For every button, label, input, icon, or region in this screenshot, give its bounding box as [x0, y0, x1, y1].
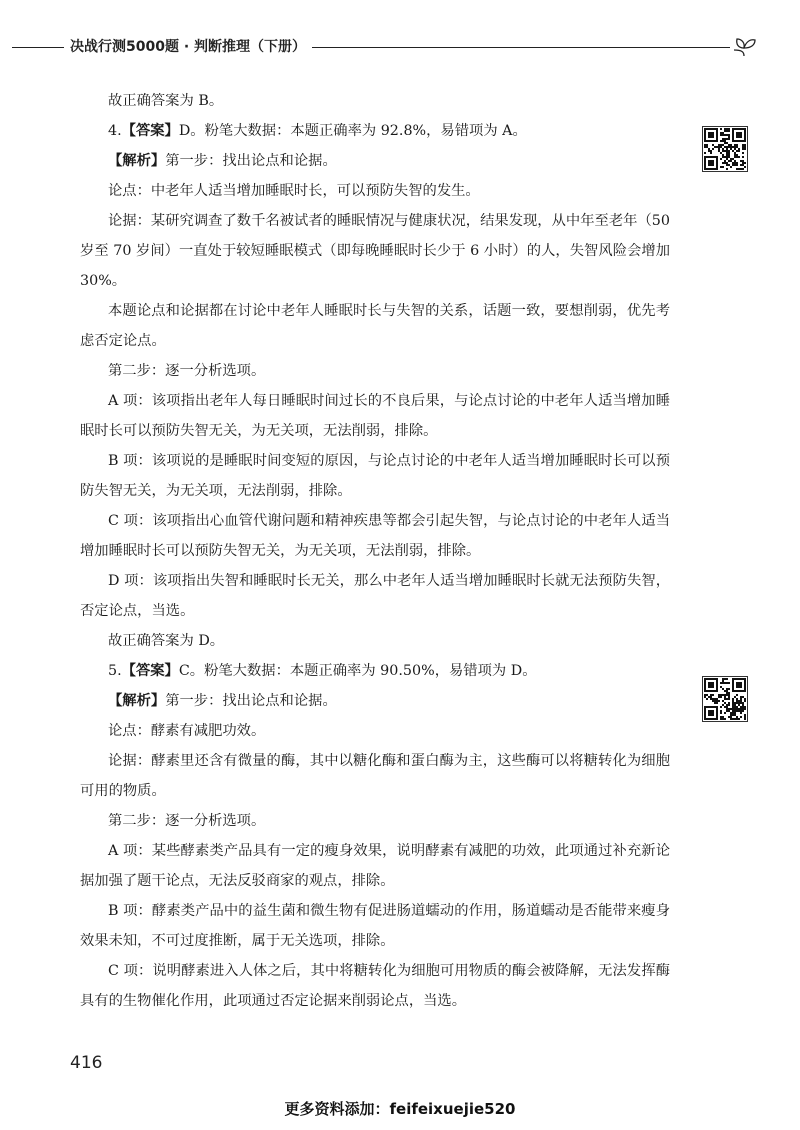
paragraph: 故正确答案为 D。: [108, 633, 225, 649]
qr-code-question-5[interactable]: [702, 676, 748, 722]
answer-tag: 【答案】: [121, 663, 179, 679]
answer-tag: 【答案】: [121, 123, 179, 139]
paragraph: 论据：酵素里还含有微量的酶，其中以糖化酶和蛋白酶为主，这些酶可以将糖转化为细胞可用的物质。: [80, 753, 670, 799]
page-number: 416: [70, 1053, 103, 1073]
analysis-tag: 【解析】: [108, 693, 166, 709]
header-rule-left: [12, 47, 64, 48]
footer-note: 更多资料添加：feifeixuejie520: [284, 1100, 516, 1118]
option-b-paragraph: B 项：酵素类产品中的益生菌和微生物有促进肠道蠕动的作用，肠道蠕动是否能带来瘦身效果未知，不可过度推断，属于无关选项，排除。: [80, 903, 670, 949]
answer-5-paragraph: 5.【答案】C。粉笔大数据：本题正确率为 90.50%，易错项为 D。: [108, 663, 537, 679]
qr-code-icon: [703, 677, 747, 721]
option-c-paragraph: C 项：该项指出心血管代谢问题和精神疾患等都会引起失智，与论点讨论的中老年人适当增加睡眠时长可以预防失智无关，为无关项，无法削弱，排除。: [80, 513, 670, 559]
paragraph: 第二步：逐一分析选项。: [108, 813, 266, 829]
option-b-paragraph: B 项：该项说的是睡眠时间变短的原因，与论点讨论的中老年人适当增加睡眠时长可以预防失智无关，为无关项，无法削弱，排除。: [80, 453, 670, 499]
analysis-5-paragraph: 【解析】第一步：找出论点和论据。: [108, 693, 337, 709]
paragraph: 论点：中老年人适当增加睡眠时长，可以预防失智的发生。: [108, 183, 480, 199]
option-a-paragraph: A 项：某些酵素类产品具有一定的瘦身效果，说明酵素有减肥的功效，此项通过补充新论据加强了题干论点，无法反驳商家的观点，排除。: [80, 843, 670, 889]
page-body: [80, 86, 670, 1016]
answer-4-paragraph: 4.【答案】D。粉笔大数据：本题正确率为 92.8%，易错项为 A。: [108, 123, 527, 139]
leaf-sprout-icon: [732, 34, 758, 58]
book-title: 决战行测5000题 · 判断推理（下册）: [70, 39, 307, 55]
option-a-paragraph: A 项：该项指出老年人每日睡眠时间过长的不良后果，与论点讨论的中老年人适当增加睡眠时长可以预防失智无关，为无关项，无法削弱，排除。: [80, 393, 670, 439]
option-c-paragraph: C 项：说明酵素进入人体之后，其中将糖转化为细胞可用物质的酶会被降解，无法发挥酶具有的生物催化作用，此项通过否定论据来削弱论点，当选。: [80, 963, 670, 1009]
running-header: [0, 34, 800, 58]
qr-code-question-4[interactable]: [702, 126, 748, 172]
qr-code-icon: [703, 127, 747, 171]
analysis-4-paragraph: 【解析】第一步：找出论点和论据。: [108, 153, 337, 169]
question-number: 5.: [108, 663, 122, 679]
option-d-paragraph: D 项：该项指出失智和睡眠时长无关，那么中老年人适当增加睡眠时长就无法预防失智，否定论点，当选。: [80, 573, 670, 619]
header-rule-right: [312, 47, 730, 48]
paragraph: 第二步：逐一分析选项。: [108, 363, 266, 379]
question-number: 4.: [108, 123, 122, 139]
paragraph: 论据：某研究调查了数千名被试者的睡眠情况与健康状况，结果发现，从中年至老年（50 岁至 70 岁间）一直处于较短睡眠模式（即每晚睡眠时长少于 6 小时）的人，失智风险会增加 30%。: [80, 213, 670, 289]
paragraph: 论点：酵素有减肥功效。: [108, 723, 266, 739]
analysis-tag: 【解析】: [108, 153, 166, 169]
paragraph: 本题论点和论据都在讨论中老年人睡眠时长与失智的关系，话题一致，要想削弱，优先考虑否定论点。: [80, 303, 670, 349]
paragraph: 故正确答案为 B。: [108, 93, 224, 109]
